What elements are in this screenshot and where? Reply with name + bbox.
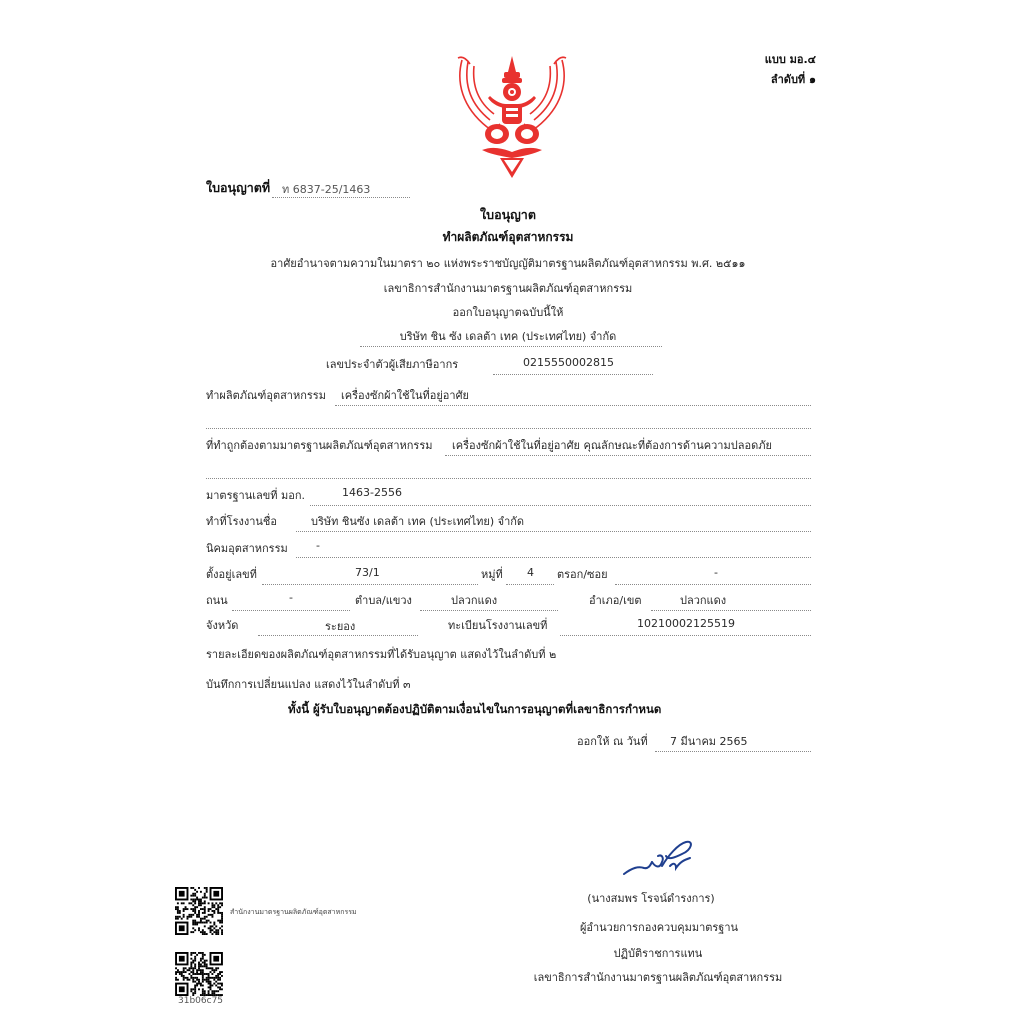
details-note: รายละเอียดของผลิตภัณฑ์อุตสาหกรรมที่ได้รับอนุญาต แสดงไว้ในลำดับที่ ๒ <box>206 648 557 661</box>
moo-label: หมู่ที่ <box>481 568 503 581</box>
form-code: แบบ มอ.๔ <box>764 53 816 66</box>
signatory-name: (นางสมพร โรจน์ดำรงการ) <box>587 892 715 905</box>
product-line <box>335 405 811 406</box>
province-line <box>258 635 418 636</box>
qr-code-icon <box>175 887 223 935</box>
issue-date-line <box>655 751 811 752</box>
district-line <box>651 610 811 611</box>
factory-reg-line <box>560 635 811 636</box>
signatory-position3: เลขาธิการสำนักงานมาตรฐานผลิตภัณฑ์อุตสาหกรรม <box>533 971 783 984</box>
soi-line <box>615 584 811 585</box>
qr-code-bottom[interactable] <box>175 952 223 996</box>
address-no-line <box>262 584 478 585</box>
road-line <box>232 610 350 611</box>
factory-value: บริษัท ชินซัง เดลต้า เทค (ประเทศไทย) จำกัด <box>311 515 525 528</box>
qr-code-icon <box>175 952 223 996</box>
license-number-line <box>272 197 410 198</box>
province-label: จังหวัด <box>206 619 239 632</box>
province-value: ระยอง <box>325 620 356 633</box>
licensee-company: บริษัท ชิน ซัง เดลต้า เทค (ประเทศไทย) จำกัด <box>399 330 617 343</box>
license-number-value: ท 6837-25/1463 <box>282 183 371 196</box>
product-value: เครื่องซักผ้าใช้ในที่อยู่อาศัย <box>341 389 469 402</box>
issue-date-label: ออกให้ ณ วันที่ <box>577 735 648 748</box>
moo-value: 4 <box>527 566 534 579</box>
condition-note: ทั้งนี้ ผู้รับใบอนุญาตต้องปฏิบัติตามเงื่อนไขในการอนุญาตที่เลขาธิการกำหนด <box>288 702 662 716</box>
qr-code-top[interactable] <box>175 887 223 935</box>
preamble-line2: เลขาธิการสำนักงานมาตรฐานผลิตภัณฑ์อุตสาหกรรม <box>383 282 633 295</box>
signatory-position2: ปฏิบัติราชการแทน <box>613 947 703 960</box>
standard-desc-line-2 <box>206 478 811 479</box>
preamble-line3: ออกใบอนุญาตฉบับนี้ให้ <box>452 306 564 319</box>
issue-date-value: 7 มีนาคม 2565 <box>670 735 748 748</box>
district-label: อำเภอ/เขต <box>589 594 642 607</box>
factory-label: ทำที่โรงงานชื่อ <box>206 515 278 528</box>
title-line1: ใบอนุญาต <box>480 207 536 222</box>
district-value: ปลวกแดง <box>680 594 727 607</box>
form-order: ลำดับที่ ๑ <box>770 73 816 86</box>
address-no-value: 73/1 <box>355 566 380 579</box>
tax-id-line <box>493 374 653 375</box>
product-label: ทำผลิตภัณฑ์อุตสาหกรรม <box>206 389 326 402</box>
changes-note: บันทึกการเปลี่ยนแปลง แสดงไว้ในลำดับที่ ๓ <box>206 678 411 691</box>
factory-line <box>296 531 811 532</box>
standard-no-line <box>310 505 811 506</box>
tax-id-label: เลขประจำตัวผู้เสียภาษีอากร <box>326 358 459 371</box>
document-code: 31b06c75 <box>178 996 224 1006</box>
factory-reg-label: ทะเบียนโรงงานเลขที่ <box>448 619 548 632</box>
standard-no-value: 1463-2556 <box>342 486 402 499</box>
standard-desc-label: ที่ทำถูกต้องตามมาตรฐานผลิตภัณฑ์อุตสาหกรรม <box>206 439 433 452</box>
preamble-line1: อาศัยอำนาจตามความในมาตรา ๒๐ แห่งพระราชบัญญัติมาตรฐานผลิตภัณฑ์อุตสาหกรรม พ.ศ. ๒๕๑๑ <box>270 257 746 270</box>
subdistrict-label: ตำบล/แขวง <box>355 594 412 607</box>
standard-no-label: มาตรฐานเลขที่ มอก. <box>206 489 306 502</box>
garuda-emblem-icon <box>452 52 572 180</box>
estate-line <box>296 557 811 558</box>
factory-reg-value: 10210002125519 <box>637 617 735 630</box>
road-label: ถนน <box>206 594 228 607</box>
standard-desc-line <box>445 455 811 456</box>
licensee-company-line <box>360 346 662 347</box>
road-value: - <box>289 591 293 604</box>
subdistrict-line <box>420 610 558 611</box>
address-no-label: ตั้งอยู่เลขที่ <box>206 568 257 581</box>
signature-icon <box>618 838 698 880</box>
standard-desc-value: เครื่องซักผ้าใช้ในที่อยู่อาศัย คุณลักษณะที่ต้องการด้านความปลอดภัย <box>452 439 772 452</box>
estate-value: - <box>316 539 320 552</box>
license-number-label: ใบอนุญาตที่ <box>206 180 271 195</box>
soi-value: - <box>714 566 718 579</box>
moo-line <box>506 584 554 585</box>
tax-id-value: 0215550002815 <box>523 356 614 369</box>
title-line2: ทำผลิตภัณฑ์อุตสาหกรรม <box>442 230 574 244</box>
estate-label: นิคมอุตสาหกรรม <box>206 542 288 555</box>
subdistrict-value: ปลวกแดง <box>451 594 498 607</box>
signatory-position1: ผู้อำนวยการกองควบคุมมาตรฐาน <box>579 921 739 934</box>
soi-label: ตรอก/ซอย <box>557 568 608 581</box>
product-line-2 <box>206 428 811 429</box>
qr-caption: สำนักงานมาตรฐานผลิตภัณฑ์อุตสาหกรรม <box>230 908 357 916</box>
